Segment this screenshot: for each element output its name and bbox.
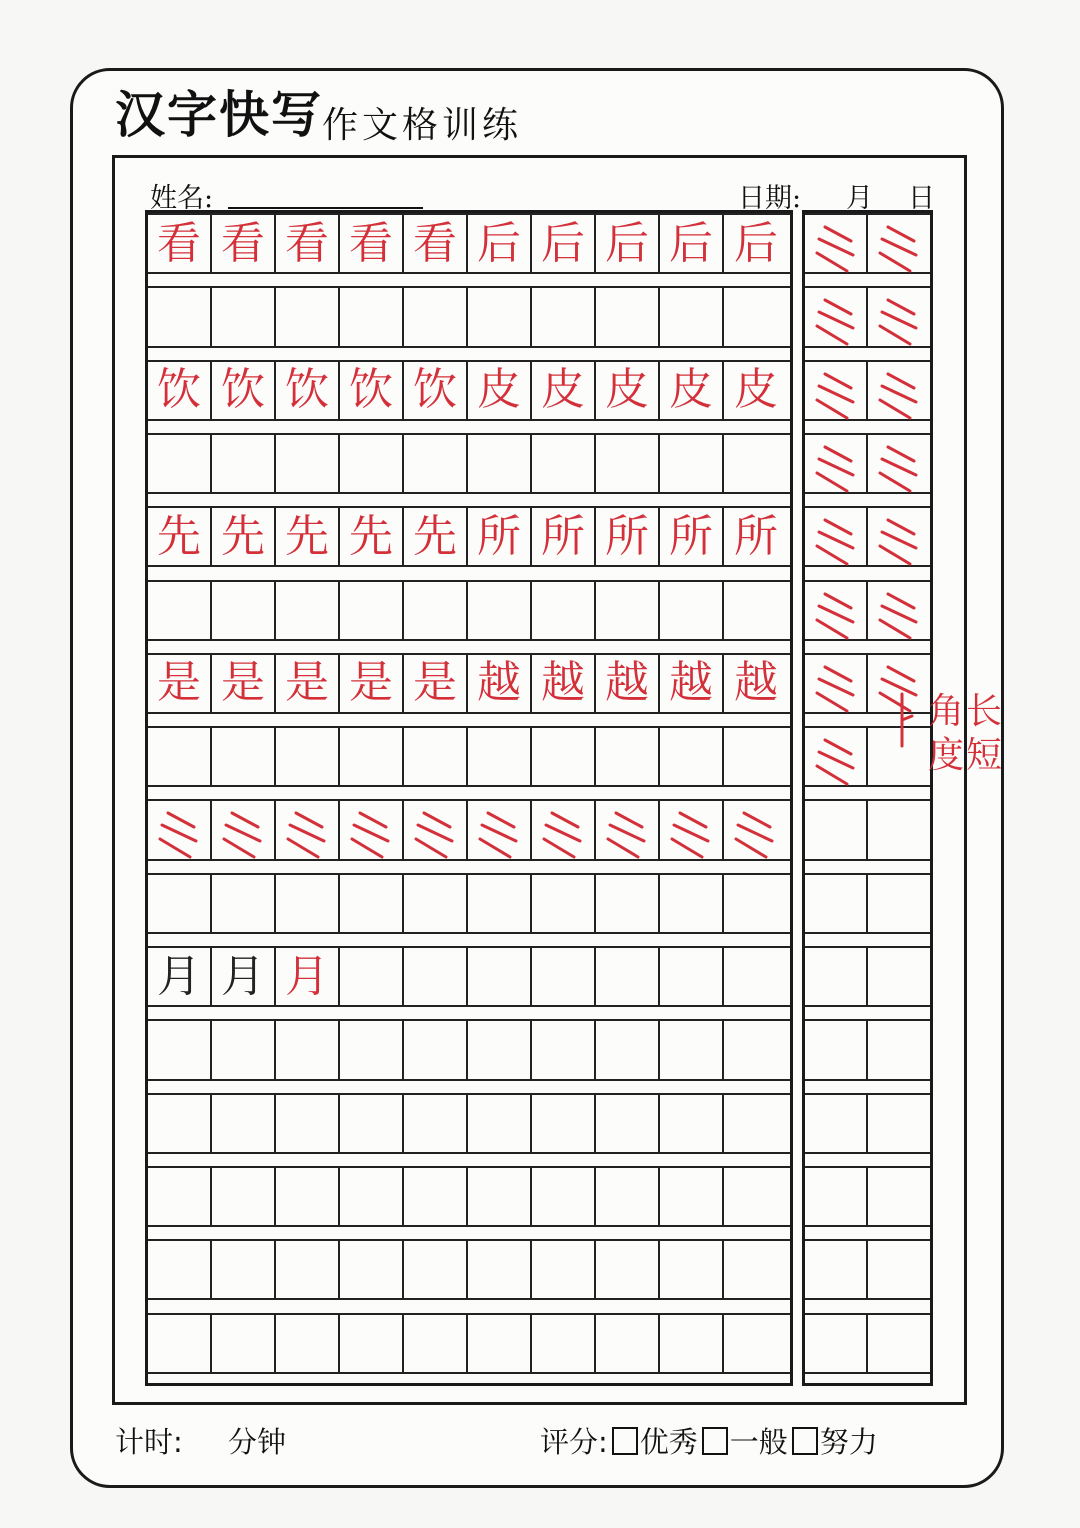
side-grid-cell[interactable]: [805, 215, 868, 272]
grid-cell[interactable]: [340, 1095, 404, 1152]
grid-cell[interactable]: [532, 875, 596, 932]
stroke-practice-icon: [730, 805, 780, 861]
grid-cell[interactable]: [532, 288, 596, 345]
grid-cell[interactable]: [468, 1021, 532, 1078]
grid-row: [148, 799, 790, 860]
grid-cell[interactable]: [724, 582, 788, 639]
side-grid-cell[interactable]: [868, 215, 930, 272]
grid-cell[interactable]: 看: [212, 215, 276, 272]
annotation-line-1: 角长: [928, 691, 1005, 732]
grid-cell[interactable]: [596, 1021, 660, 1078]
grid-cell[interactable]: 是: [404, 655, 468, 712]
grid-cell[interactable]: 是: [340, 655, 404, 712]
grid-cell[interactable]: [532, 1021, 596, 1078]
grid-cell[interactable]: [596, 1168, 660, 1225]
grid-cell[interactable]: [212, 1021, 276, 1078]
grid-cell[interactable]: [532, 728, 596, 785]
grid-cell[interactable]: 饮: [276, 362, 340, 419]
grid-cell[interactable]: 后: [468, 215, 532, 272]
grid-cell[interactable]: [340, 801, 404, 858]
grid-cell[interactable]: [340, 1241, 404, 1298]
grid-cell[interactable]: 越: [660, 655, 724, 712]
grid-cell[interactable]: 先: [340, 508, 404, 565]
grid-row: [148, 213, 790, 274]
stroke-practice-icon: [154, 805, 204, 861]
grid-cell[interactable]: [468, 435, 532, 492]
grid-row: [148, 580, 790, 641]
grid-cell[interactable]: 月: [148, 948, 212, 1005]
grid-cell[interactable]: [468, 801, 532, 858]
side-grid-row: [805, 1019, 930, 1080]
grid-cell[interactable]: [596, 582, 660, 639]
grid-row: [148, 360, 790, 421]
side-grid-row: [805, 1313, 930, 1374]
grid-cell[interactable]: 皮: [660, 362, 724, 419]
grid-cell[interactable]: [724, 1021, 788, 1078]
side-grid-cell[interactable]: [805, 362, 868, 419]
stroke-practice-icon: [811, 439, 861, 495]
grid-cell[interactable]: [468, 875, 532, 932]
practice-grid: [145, 210, 793, 1386]
stroke-practice-icon: [811, 292, 861, 348]
grid-row: [148, 286, 790, 347]
grid-row: [148, 433, 790, 494]
grid-cell[interactable]: [532, 1241, 596, 1298]
name-field-line[interactable]: [228, 207, 423, 209]
grid-cell[interactable]: [404, 1021, 468, 1078]
stroke-practice-icon: [874, 586, 924, 642]
grid-cell[interactable]: 先: [148, 508, 212, 565]
grid-cell[interactable]: [596, 728, 660, 785]
grid-cell[interactable]: [404, 1241, 468, 1298]
grid-cell[interactable]: [660, 1315, 724, 1372]
grid-cell[interactable]: [276, 801, 340, 858]
brand-title: 汉字快写: [115, 86, 323, 144]
side-grid-cell[interactable]: [805, 728, 868, 785]
grid-cell[interactable]: [404, 801, 468, 858]
grid-cell[interactable]: [148, 1021, 212, 1078]
grid-cell[interactable]: [660, 582, 724, 639]
grid-row: [148, 1093, 790, 1154]
grid-cell[interactable]: [468, 1168, 532, 1225]
stroke-practice-icon: [602, 805, 652, 861]
stroke-practice-icon: [666, 805, 716, 861]
side-grid-row: [805, 506, 930, 567]
grid-cell[interactable]: 饮: [148, 362, 212, 419]
grid-cell[interactable]: [148, 288, 212, 345]
grid-cell[interactable]: [404, 288, 468, 345]
grid-cell[interactable]: [276, 1095, 340, 1152]
grid-cell[interactable]: 所: [468, 508, 532, 565]
grid-cell[interactable]: [276, 1168, 340, 1225]
grid-cell[interactable]: [276, 728, 340, 785]
score-checkbox-excellent[interactable]: [612, 1427, 638, 1455]
side-grid-row: [805, 433, 930, 494]
side-grid-cell[interactable]: [805, 948, 868, 1005]
stroke-practice-icon: [410, 805, 460, 861]
side-grid-cell[interactable]: [805, 1168, 868, 1225]
grid-cell[interactable]: [404, 1168, 468, 1225]
grid-row: [148, 873, 790, 934]
grid-cell[interactable]: 越: [596, 655, 660, 712]
stroke-practice-icon: [811, 366, 861, 422]
grid-cell[interactable]: [724, 875, 788, 932]
side-grid-cell[interactable]: [868, 362, 930, 419]
grid-cell[interactable]: [724, 1168, 788, 1225]
side-grid-cell[interactable]: [805, 582, 868, 639]
grid-cell[interactable]: 是: [148, 655, 212, 712]
grid-cell[interactable]: [404, 948, 468, 1005]
stroke-practice-icon: [811, 219, 861, 275]
grid-cell[interactable]: 越: [734, 657, 778, 709]
score-option-effort: 努力: [819, 1425, 878, 1459]
grid-cell[interactable]: [148, 582, 212, 639]
grid-cell[interactable]: [340, 728, 404, 785]
grid-cell[interactable]: [596, 948, 660, 1005]
grid-cell[interactable]: 后: [532, 215, 596, 272]
grid-cell[interactable]: [468, 1095, 532, 1152]
grid-cell[interactable]: 先: [212, 508, 276, 565]
grid-cell[interactable]: [468, 1241, 532, 1298]
grid-row: [148, 1313, 790, 1374]
grid-cell[interactable]: [660, 435, 724, 492]
grid-cell[interactable]: 越: [532, 655, 596, 712]
timer-label: 计时:: [115, 1425, 183, 1459]
side-grid-cell[interactable]: [805, 288, 868, 345]
grid-cell[interactable]: 越: [468, 655, 532, 712]
side-grid-row: [805, 873, 930, 934]
grid-cell[interactable]: [724, 1095, 788, 1152]
grid-cell[interactable]: 皮: [532, 362, 596, 419]
side-grid-cell[interactable]: [805, 1095, 868, 1152]
grid-cell[interactable]: 皮: [734, 364, 778, 416]
grid-cell[interactable]: [276, 435, 340, 492]
stroke-practice-icon: [282, 805, 332, 861]
grid-cell[interactable]: [660, 801, 724, 858]
grid-cell[interactable]: 所: [596, 508, 660, 565]
grid-cell[interactable]: [276, 1315, 340, 1372]
grid-cell[interactable]: [404, 1315, 468, 1372]
side-grid-row: [805, 1166, 930, 1227]
grid-cell[interactable]: [724, 728, 788, 785]
grid-cell[interactable]: 看: [276, 215, 340, 272]
side-grid-cell[interactable]: [868, 1241, 930, 1298]
side-grid-cell[interactable]: [868, 948, 930, 1005]
stroke-practice-icon: [811, 659, 861, 715]
grid-cell[interactable]: [276, 288, 340, 345]
score-option-excellent: 优秀: [639, 1425, 698, 1459]
grid-cell[interactable]: [596, 1095, 660, 1152]
grid-cell[interactable]: 看: [340, 215, 404, 272]
grid-cell[interactable]: [724, 1241, 788, 1298]
grid-cell[interactable]: [724, 435, 788, 492]
grid-cell[interactable]: 后: [596, 215, 660, 272]
side-grid-cell[interactable]: [868, 1021, 930, 1078]
grid-cell[interactable]: [532, 435, 596, 492]
score-checkbox-average[interactable]: [702, 1427, 728, 1455]
grid-cell[interactable]: [212, 1095, 276, 1152]
grid-cell[interactable]: [596, 1315, 660, 1372]
grid-cell[interactable]: 饮: [340, 362, 404, 419]
stroke-practice-column: [802, 210, 933, 1386]
annotation-bracket-icon: [898, 690, 918, 750]
grid-cell[interactable]: [212, 435, 276, 492]
stroke-practice-icon: [874, 512, 924, 568]
grid-cell[interactable]: [532, 1315, 596, 1372]
side-grid-row: [805, 1093, 930, 1154]
grid-cell[interactable]: [596, 801, 660, 858]
grid-cell[interactable]: 后: [734, 217, 778, 269]
side-grid-cell[interactable]: [805, 801, 868, 858]
grid-cell[interactable]: [212, 1241, 276, 1298]
grid-row: [148, 726, 790, 787]
side-grid-cell[interactable]: [805, 1315, 868, 1372]
grid-cell[interactable]: [340, 948, 404, 1005]
grid-cell[interactable]: 是: [212, 655, 276, 712]
grid-cell[interactable]: 饮: [212, 362, 276, 419]
grid-cell[interactable]: [340, 288, 404, 345]
grid-cell[interactable]: [468, 582, 532, 639]
side-grid-row: [805, 799, 930, 860]
grid-cell[interactable]: [212, 288, 276, 345]
side-grid-cell[interactable]: [805, 435, 868, 492]
side-grid-cell[interactable]: [868, 288, 930, 345]
stroke-practice-icon: [218, 805, 268, 861]
side-grid-row: [805, 580, 930, 641]
grid-cell[interactable]: [404, 582, 468, 639]
grid-cell[interactable]: [148, 1241, 212, 1298]
stroke-practice-icon: [538, 805, 588, 861]
grid-cell[interactable]: [660, 288, 724, 345]
grid-row: [148, 506, 790, 567]
grid-cell[interactable]: [276, 582, 340, 639]
grid-cell[interactable]: [340, 1168, 404, 1225]
side-grid-cell[interactable]: [868, 508, 930, 565]
grid-cell[interactable]: [532, 582, 596, 639]
grid-cell[interactable]: 所: [532, 508, 596, 565]
grid-cell[interactable]: [340, 1315, 404, 1372]
grid-cell[interactable]: 月: [276, 948, 340, 1005]
grid-cell[interactable]: [148, 435, 212, 492]
grid-cell[interactable]: [212, 728, 276, 785]
grid-cell[interactable]: [148, 728, 212, 785]
grid-cell[interactable]: [404, 1095, 468, 1152]
grid-row: [148, 1239, 790, 1300]
month-label: 月: [846, 183, 873, 214]
grid-cell[interactable]: [340, 582, 404, 639]
day-label: 日: [908, 183, 935, 214]
grid-cell[interactable]: [660, 1168, 724, 1225]
score-checkbox-effort[interactable]: [792, 1427, 818, 1455]
score-option-average: 一般: [729, 1425, 788, 1459]
grid-cell[interactable]: [276, 875, 340, 932]
grid-cell[interactable]: [660, 1095, 724, 1152]
grid-cell[interactable]: [468, 288, 532, 345]
grid-cell[interactable]: 先: [276, 508, 340, 565]
grid-cell[interactable]: [148, 801, 212, 858]
grid-cell[interactable]: 先: [404, 508, 468, 565]
side-grid-cell[interactable]: [868, 1315, 930, 1372]
grid-cell[interactable]: [660, 875, 724, 932]
side-grid-cell[interactable]: [805, 1021, 868, 1078]
side-grid-cell[interactable]: [805, 875, 868, 932]
grid-cell[interactable]: [276, 1241, 340, 1298]
grid-cell[interactable]: [148, 1168, 212, 1225]
grid-cell[interactable]: [468, 948, 532, 1005]
grid-cell[interactable]: [148, 875, 212, 932]
side-grid-row: [805, 1239, 930, 1300]
name-label: 姓名:: [150, 183, 214, 214]
side-grid-cell[interactable]: [805, 655, 868, 712]
side-grid-row: [805, 213, 930, 274]
stroke-practice-icon: [474, 805, 524, 861]
stroke-practice-icon: [811, 732, 861, 788]
grid-cell[interactable]: [724, 288, 788, 345]
stroke-practice-icon: [874, 292, 924, 348]
grid-cell[interactable]: [340, 1021, 404, 1078]
annotation-line-2: 度短: [928, 735, 1005, 776]
grid-row: [148, 1019, 790, 1080]
grid-cell[interactable]: [532, 1095, 596, 1152]
grid-cell[interactable]: [148, 1315, 212, 1372]
side-grid-row: [805, 946, 930, 1007]
stroke-practice-icon: [874, 366, 924, 422]
grid-cell[interactable]: [596, 1241, 660, 1298]
grid-cell[interactable]: [404, 875, 468, 932]
side-grid-row: [805, 286, 930, 347]
grid-cell[interactable]: [724, 1315, 788, 1372]
grid-cell[interactable]: 所: [660, 508, 724, 565]
grid-cell[interactable]: 皮: [468, 362, 532, 419]
grid-cell[interactable]: [340, 875, 404, 932]
grid-cell[interactable]: [660, 1021, 724, 1078]
grid-cell[interactable]: 后: [660, 215, 724, 272]
grid-cell[interactable]: 皮: [596, 362, 660, 419]
grid-cell[interactable]: [404, 435, 468, 492]
side-grid-cell[interactable]: [868, 1095, 930, 1152]
grid-cell[interactable]: [468, 1315, 532, 1372]
side-grid-cell[interactable]: [868, 582, 930, 639]
grid-cell[interactable]: [212, 875, 276, 932]
grid-cell[interactable]: [212, 801, 276, 858]
stroke-practice-icon: [874, 439, 924, 495]
grid-cell[interactable]: [532, 1168, 596, 1225]
grid-cell[interactable]: [596, 435, 660, 492]
score-section: [540, 1420, 878, 1461]
stroke-practice-icon: [811, 512, 861, 568]
stroke-practice-icon: [874, 219, 924, 275]
grid-cell[interactable]: 看: [148, 215, 212, 272]
grid-cell[interactable]: 月: [212, 948, 276, 1005]
grid-row: [148, 1166, 790, 1227]
grid-cell[interactable]: [660, 948, 724, 1005]
side-grid-cell[interactable]: [805, 508, 868, 565]
stroke-annotation: [928, 690, 1004, 778]
grid-cell[interactable]: 看: [404, 215, 468, 272]
side-grid-cell[interactable]: [805, 1241, 868, 1298]
side-grid-row: [805, 360, 930, 421]
grid-cell[interactable]: 所: [734, 510, 778, 562]
side-grid-cell[interactable]: [868, 1168, 930, 1225]
grid-cell[interactable]: [212, 1315, 276, 1372]
grid-cell[interactable]: [596, 875, 660, 932]
grid-cell[interactable]: [404, 728, 468, 785]
grid-cell[interactable]: [212, 1168, 276, 1225]
side-grid-cell[interactable]: [868, 875, 930, 932]
score-label: 评分:: [540, 1425, 608, 1459]
grid-cell[interactable]: [468, 728, 532, 785]
grid-row: [148, 946, 790, 1007]
worksheet-subtitle: 作文格训练: [322, 105, 523, 146]
grid-cell[interactable]: [596, 288, 660, 345]
grid-cell[interactable]: [724, 801, 788, 858]
grid-cell[interactable]: [660, 1241, 724, 1298]
side-grid-cell[interactable]: [868, 435, 930, 492]
grid-cell[interactable]: 饮: [404, 362, 468, 419]
grid-cell[interactable]: [340, 435, 404, 492]
date-label: 日期:: [738, 183, 802, 214]
grid-cell[interactable]: [660, 728, 724, 785]
stroke-practice-icon: [811, 586, 861, 642]
grid-cell[interactable]: [148, 1095, 212, 1152]
grid-cell[interactable]: [532, 948, 596, 1005]
grid-cell[interactable]: [532, 801, 596, 858]
grid-row: [148, 653, 790, 714]
grid-cell[interactable]: [276, 1021, 340, 1078]
grid-cell[interactable]: 是: [276, 655, 340, 712]
stroke-practice-icon: [346, 805, 396, 861]
side-grid-cell[interactable]: [868, 801, 930, 858]
minutes-label: 分钟: [228, 1425, 287, 1459]
grid-cell[interactable]: [212, 582, 276, 639]
grid-cell[interactable]: [724, 948, 788, 1005]
